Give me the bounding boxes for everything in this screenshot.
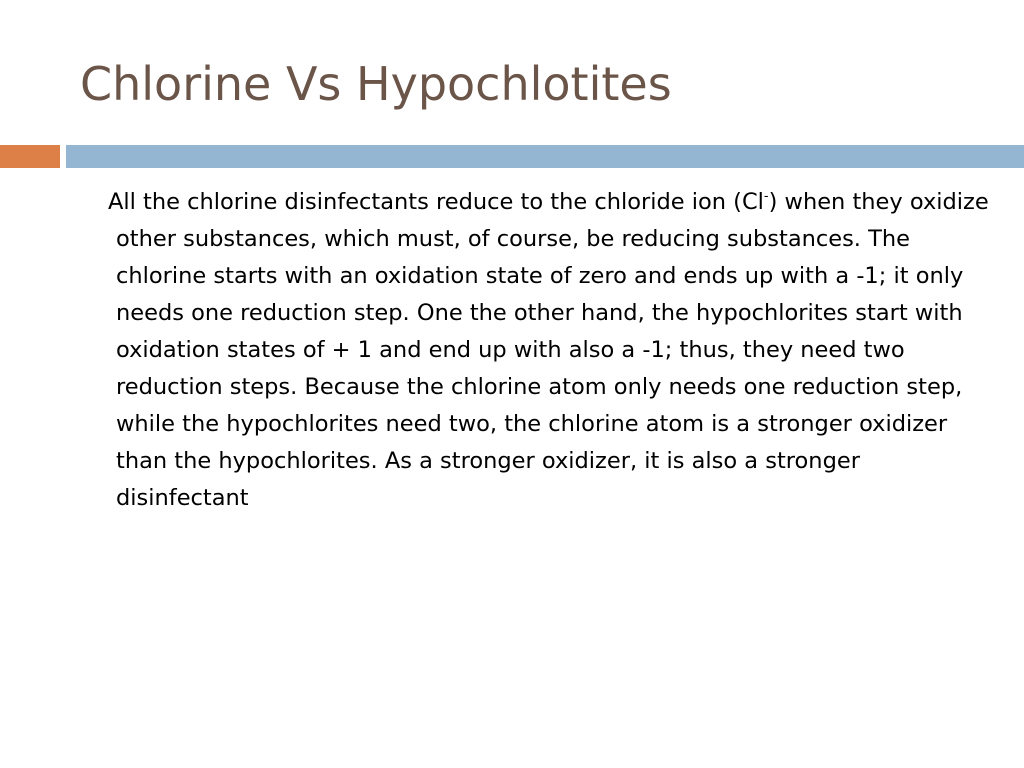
accent-bar-blue bbox=[66, 145, 1024, 168]
body-text-part1: All the chlorine disinfectants reduce to the chloride ion (Cl bbox=[108, 189, 764, 215]
body-paragraph bbox=[108, 184, 996, 517]
slide-title: Chlorine Vs Hypochlotites bbox=[80, 57, 672, 111]
chloride-charge-superscript: - bbox=[763, 189, 769, 204]
body-text-part2: ) when they oxidize other substances, which must, of course, be reducing substances. The chlorine starts with an oxidation state of zero and ends up with a -1; it only needs one reduction step. One the other hand, the hypochlorites start with oxidation states of + 1 and end up with also a -1; thus, they need two reduction steps. Because the chlorine atom only needs one reduction step, while the hypochlorites need two, the chlorine atom is a stronger oxidizer than the hypochlorites. As a stronger oxidizer, it is also a stronger disinfectant bbox=[116, 189, 989, 511]
accent-bar-orange bbox=[0, 145, 60, 168]
